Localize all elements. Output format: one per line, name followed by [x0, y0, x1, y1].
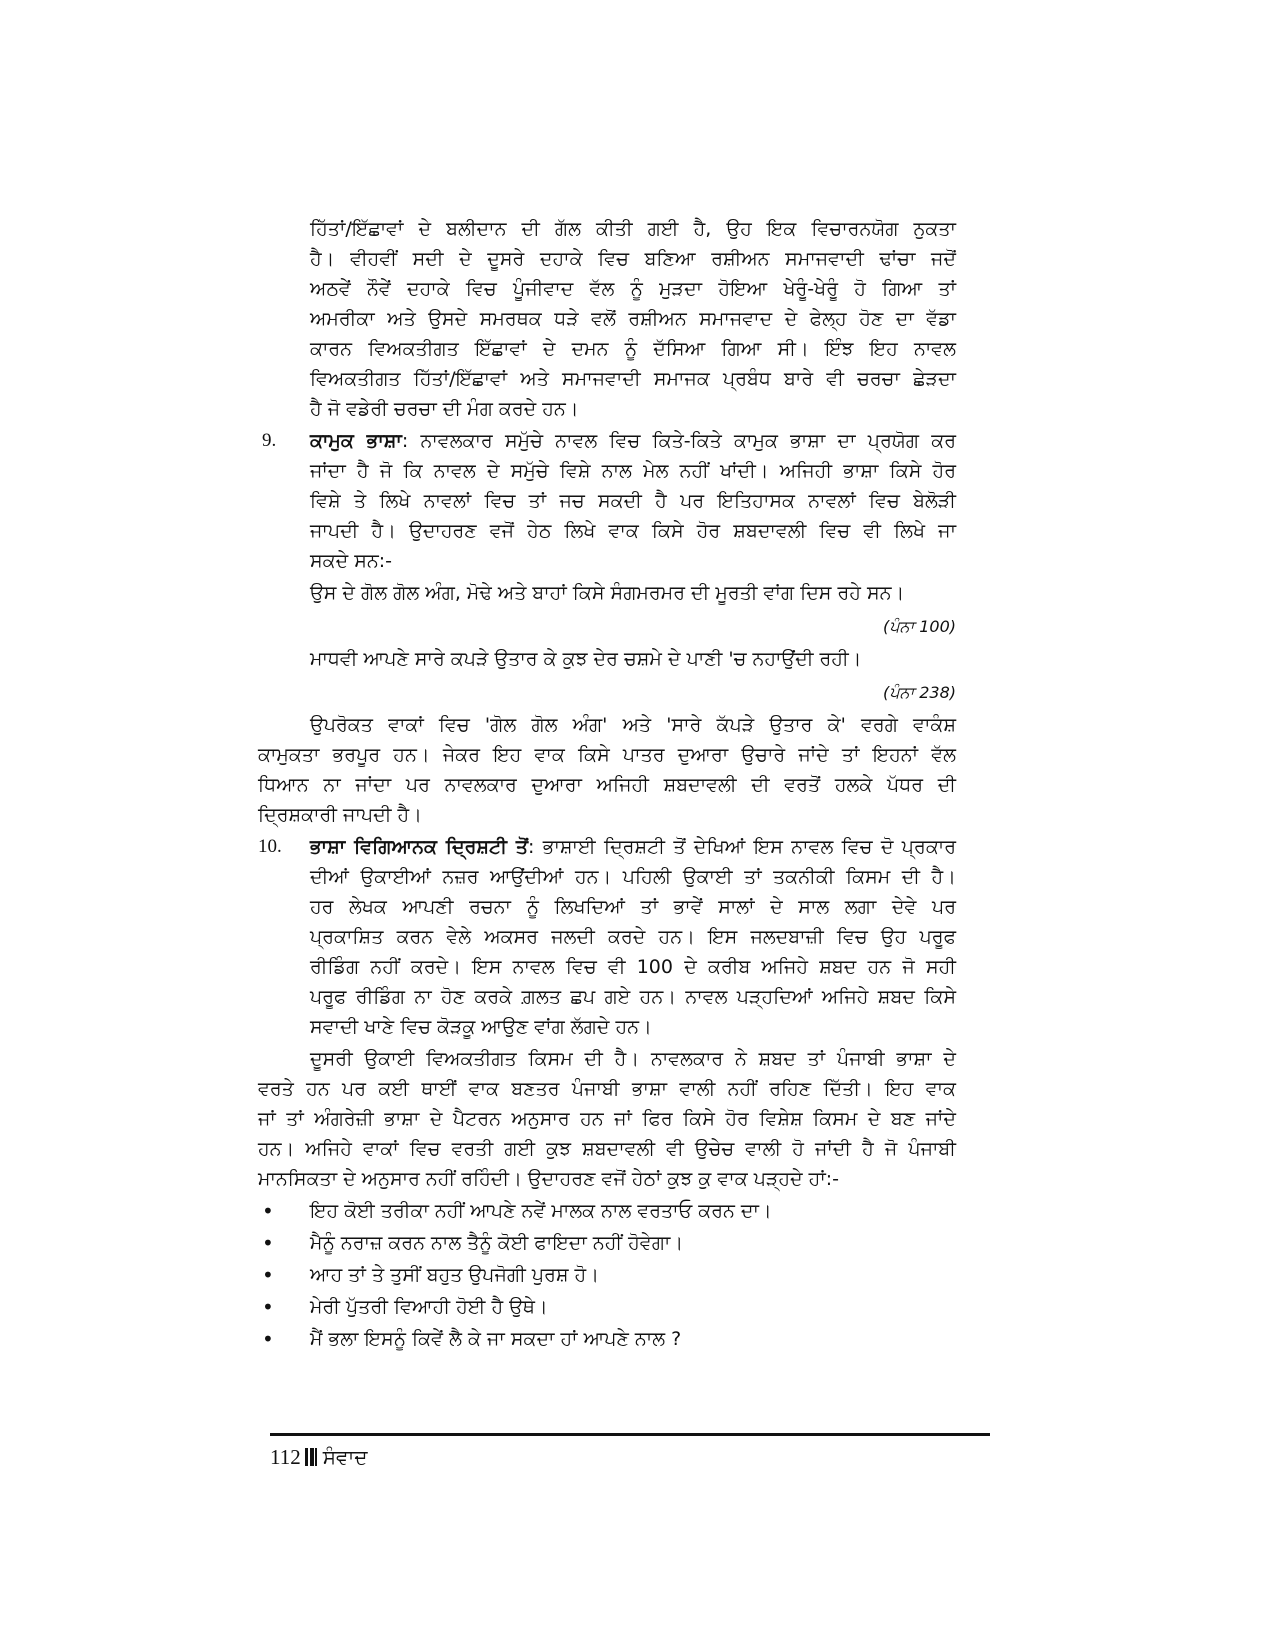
bullet-item-4: ਮੇਰੀ ਪੁੱਤਰੀ ਵਿਆਹੀ ਹੋਈ ਹੈ ਉਥੇ।	[310, 1296, 548, 1318]
footer	[270, 1442, 368, 1472]
para1-line-5: ਕਾਰਨ ਵਿਅਕਤੀਗਤ ਇੱਛਾਵਾਂ ਦੇ ਦਮਨ ਨੂੰ ਦੱਸਿਆ ਗਿਆ ਸੀ। ਇੰਝ ਇਹ ਨਾਵਲ	[310, 338, 956, 360]
item-10-line-4: ਪ੍ਰਕਾਸ਼ਿਤ ਕਰਨ ਵੇਲੇ ਅਕਸਰ ਜਲਦੀ ਕਰਦੇ ਹਨ। ਇਸ ਜਲਦਬਾਜ਼ੀ ਵਿਚ ਉਹ ਪਰੂਫ	[310, 926, 956, 948]
item-10-line-3: ਹਰ ਲੇਖਕ ਆਪਣੀ ਰਚਨਾ ਨੂੰ ਲਿਖਦਿਆਂ ਤਾਂ ਭਾਵੇਂ ਸਾਲਾਂ ਦੇ ਸਾਲ ਲਗਾ ਦੇਵੇ ਪਰ	[310, 896, 956, 918]
bullet-icon: •	[262, 1327, 274, 1351]
para1-line-6: ਵਿਅਕਤੀਗਤ ਹਿੱਤਾਂ/ਇੱਛਾਵਾਂ ਅਤੇ ਸਮਾਜਵਾਦੀ ਸਮਾਜਕ ਪ੍ਰਬੰਧ ਬਾਰੇ ਵੀ ਚਰਚਾ ਛੇੜਦਾ	[310, 368, 956, 390]
item-9-first-text: : ਨਾਵਲਕਾਰ ਸਮੁੱਚੇ ਨਾਵਲ ਵਿਚ ਕਿਤੇ-ਕਿਤੇ ਕਾਮੁਕ ਭਾਸ਼ਾ ਦਾ ਪ੍ਰਯੋਗ ਕਰ	[401, 430, 956, 452]
item-10-line-5: ਰੀਡਿੰਗ ਨਹੀਂ ਕਰਦੇ। ਇਸ ਨਾਵਲ ਵਿਚ ਵੀ 100 ਦੇ ਕਰੀਬ ਅਜਿਹੇ ਸ਼ਬਦ ਹਨ ਜੋ ਸਹੀ	[310, 956, 956, 978]
bullet-item-5: ਮੈਂ ਭਲਾ ਇਸਨੂੰ ਕਿਵੇਂ ਲੈ ਕੇ ਜਾ ਸਕਦਾ ਹਾਂ ਆਪਣੇ ਨਾਲ ?	[310, 1328, 682, 1350]
publication-title: ਸੰਵਾਦ	[322, 1445, 368, 1469]
item-10-heading: ਭਾਸ਼ਾ ਵਿਗਿਆਨਕ ਦ੍ਰਿਸ਼ਟੀ ਤੋਂ	[310, 836, 529, 858]
para3-line-3: ਜਾਂ ਤਾਂ ਅੰਗਰੇਜ਼ੀ ਭਾਸ਼ਾ ਦੇ ਪੈਟਰਨ ਅਨੁਸਾਰ ਹਨ ਜਾਂ ਫਿਰ ਕਿਸੇ ਹੋਰ ਵਿਸ਼ੇਸ਼ ਕਿਸਮ ਦੇ ਬਣ ਜਾਂਦੇ	[258, 1108, 956, 1130]
para2-line-4: ਦ੍ਰਿਸ਼ਕਾਰੀ ਜਾਪਦੀ ਹੈ।	[258, 804, 422, 826]
citation-2: (ਪੰਨਾ 238)	[882, 683, 956, 702]
quote-1: ਉਸ ਦੇ ਗੋਲ ਗੋਲ ਅੰਗ, ਮੋਢੇ ਅਤੇ ਬਾਹਾਂ ਕਿਸੇ ਸੰਗਮਰਮਰ ਦੀ ਮੂਰਤੀ ਵਾਂਗ ਦਿਸ ਰਹੇ ਸਨ।	[310, 582, 905, 604]
para3-line-2: ਵਰਤੇ ਹਨ ਪਰ ਕਈ ਥਾਈਂ ਵਾਕ ਬਣਤਰ ਪੰਜਾਬੀ ਭਾਸ਼ਾ ਵਾਲੀ ਨਹੀਂ ਰਹਿਣ ਦਿੱਤੀ। ਇਹ ਵਾਕ	[258, 1078, 956, 1100]
bullet-item-1: ਇਹ ਕੋਈ ਤਰੀਕਾ ਨਹੀਂ ਆਪਣੇ ਨਵੇਂ ਮਾਲਕ ਨਾਲ ਵਰਤਾਓ ਕਰਨ ਦਾ।	[310, 1200, 772, 1222]
item-9-number: 9.	[262, 430, 277, 451]
para2-line-2: ਕਾਮੁਕਤਾ ਭਰਪੂਰ ਹਨ। ਜੇਕਰ ਇਹ ਵਾਕ ਕਿਸੇ ਪਾਤਰ ਦੁਆਰਾ ਉਚਾਰੇ ਜਾਂਦੇ ਤਾਂ ਇਹਨਾਂ ਵੱਲ	[258, 744, 956, 766]
bullet-icon: •	[262, 1199, 274, 1223]
item-9-first-line	[310, 428, 956, 454]
bullet-item-3: ਆਹ ਤਾਂ ਤੇ ਤੁਸੀਂ ਬਹੁਤ ਉਪਜੋਗੀ ਪੁਰਸ਼ ਹੋ।	[310, 1264, 600, 1286]
item-9-line-5: ਸਕਦੇ ਸਨ:-	[310, 550, 393, 572]
bullet-item-2: ਮੈਨੂੰ ਨਰਾਜ਼ ਕਰਨ ਨਾਲ ਤੈਨੂੰ ਕੋਈ ਫਾਇਦਾ ਨਹੀਂ ਹੋਵੇਗਾ।	[310, 1232, 684, 1254]
para2-line-1: ਉਪਰੋਕਤ ਵਾਕਾਂ ਵਿਚ 'ਗੋਲ ਗੋਲ ਅੰਗ' ਅਤੇ 'ਸਾਰੇ ਕੱਪੜੇ ਉਤਾਰ ਕੇ' ਵਰਗੇ ਵਾਕੰਸ਼	[310, 714, 956, 736]
footer-rule	[270, 1433, 990, 1436]
bullet-icon: •	[262, 1263, 274, 1287]
para2-line-3: ਧਿਆਨ ਨਾ ਜਾਂਦਾ ਪਰ ਨਾਵਲਕਾਰ ਦੁਆਰਾ ਅਜਿਹੀ ਸ਼ਬਦਾਵਲੀ ਦੀ ਵਰਤੋਂ ਹਲਕੇ ਪੱਧਰ ਦੀ	[258, 774, 956, 796]
para1-line-3: ਅਠਵੇਂ ਨੌਵੇਂ ਦਹਾਕੇ ਵਿਚ ਪੂੰਜੀਵਾਦ ਵੱਲ ਨੂੰ ਮੁੜਦਾ ਹੋਇਆ ਖੇਰੂੰ-ਖੇਰੂੰ ਹੋ ਗਿਆ ਤਾਂ	[310, 278, 956, 300]
item-10-number: 10.	[258, 836, 282, 857]
para3-line-5: ਮਾਨਸਿਕਤਾ ਦੇ ਅਨੁਸਾਰ ਨਹੀਂ ਰਹਿੰਦੀ। ਉਦਾਹਰਣ ਵਜੋਂ ਹੇਠਾਂ ਕੁਝ ਕੁ ਵਾਕ ਪੜ੍ਹਦੇ ਹਾਂ:-	[258, 1168, 839, 1190]
citation-1: (ਪੰਨਾ 100)	[882, 617, 956, 636]
item-10-line-7: ਸਵਾਦੀ ਖਾਣੇ ਵਿਚ ਕੋੜਕੂ ਆਉਣ ਵਾਂਗ ਲੱਗਦੇ ਹਨ।	[310, 1016, 652, 1038]
item-9-line-3: ਵਿਸ਼ੇ ਤੇ ਲਿਖੇ ਨਾਵਲਾਂ ਵਿਚ ਤਾਂ ਜਚ ਸਕਦੀ ਹੈ ਪਰ ਇਤਿਹਾਸਕ ਨਾਵਲਾਂ ਵਿਚ ਬੇਲੋੜੀ	[310, 490, 956, 512]
para3-line-4: ਹਨ। ਅਜਿਹੇ ਵਾਕਾਂ ਵਿਚ ਵਰਤੀ ਗਈ ਕੁਝ ਸ਼ਬਦਾਵਲੀ ਵੀ ਉਚੇਚ ਵਾਲੀ ਹੋ ਜਾਂਦੀ ਹੈ ਜੋ ਪੰਜਾਬੀ	[258, 1138, 956, 1160]
item-10-first-line	[310, 834, 956, 860]
quote-2: ਮਾਧਵੀ ਆਪਣੇ ਸਾਰੇ ਕਪੜੇ ਉਤਾਰ ਕੇ ਕੁਝ ਦੇਰ ਚਸ਼ਮੇ ਦੇ ਪਾਣੀ 'ਚ ਨਹਾਉਂਦੀ ਰਹੀ।	[310, 648, 862, 670]
item-10-first-text: : ਭਾਸ਼ਾਈ ਦ੍ਰਿਸ਼ਟੀ ਤੋਂ ਦੇਖਿਆਂ ਇਸ ਨਾਵਲ ਵਿਚ ਦੋ ਪ੍ਰਕਾਰ	[528, 836, 956, 858]
item-9-line-4: ਜਾਪਦੀ ਹੈ। ਉਦਾਹਰਣ ਵਜੋਂ ਹੇਠ ਲਿਖੇ ਵਾਕ ਕਿਸੇ ਹੋਰ ਸ਼ਬਦਾਵਲੀ ਵਿਚ ਵੀ ਲਿਖੇ ਜਾ	[310, 520, 956, 542]
item-10-line-2: ਦੀਆਂ ਉਕਾਈਆਂ ਨਜ਼ਰ ਆਉਂਦੀਆਂ ਹਨ। ਪਹਿਲੀ ਉਕਾਈ ਤਾਂ ਤਕਨੀਕੀ ਕਿਸਮ ਦੀ ਹੈ।	[310, 866, 956, 888]
item-9-heading: ਕਾਮੁਕ ਭਾਸ਼ਾ	[310, 430, 402, 452]
bullet-icon: •	[262, 1231, 274, 1255]
para1-line-7: ਹੈ ਜੋ ਵਡੇਰੀ ਚਰਚਾ ਦੀ ਮੰਗ ਕਰਦੇ ਹਨ।	[310, 398, 579, 420]
item-10-line-6: ਪਰੂਫ ਰੀਡਿੰਗ ਨਾ ਹੋਣ ਕਰਕੇ ਗ਼ਲਤ ਛਪ ਗਏ ਹਨ। ਨਾਵਲ ਪੜ੍ਹਦਿਆਂ ਅਜਿਹੇ ਸ਼ਬਦ ਕਿਸੇ	[310, 986, 956, 1008]
bullet-icon: •	[262, 1295, 274, 1319]
para1-line-2: ਹੈ। ਵੀਹਵੀਂ ਸਦੀ ਦੇ ਦੂਸਰੇ ਦਹਾਕੇ ਵਿਚ ਬਣਿਆ ਰਸ਼ੀਅਨ ਸਮਾਜਵਾਦੀ ਢਾਂਚਾ ਜਦੋਂ	[310, 248, 956, 270]
para1-line-1: ਹਿੱਤਾਂ/ਇੱਛਾਵਾਂ ਦੇ ਬਲੀਦਾਨ ਦੀ ਗੱਲ ਕੀਤੀ ਗਈ ਹੈ, ਉਹ ਇਕ ਵਿਚਾਰਨਯੋਗ ਨੁਕਤਾ	[310, 218, 956, 240]
page-number: 112	[270, 1445, 301, 1469]
para1-line-4: ਅਮਰੀਕਾ ਅਤੇ ਉਸਦੇ ਸਮਰਥਕ ਧੜੇ ਵਲੋਂ ਰਸ਼ੀਅਨ ਸਮਾਜਵਾਦ ਦੇ ਫੇਲ੍ਹ ਹੋਣ ਦਾ ਵੱਡਾ	[310, 308, 956, 330]
item-9-line-2: ਜਾਂਦਾ ਹੈ ਜੋ ਕਿ ਨਾਵਲ ਦੇ ਸਮੁੱਚੇ ਵਿਸ਼ੇ ਨਾਲ ਮੇਲ ਨਹੀਂ ਖਾਂਦੀ। ਅਜਿਹੀ ਭਾਸ਼ਾ ਕਿਸੇ ਹੋਰ	[310, 460, 956, 482]
bars-ornament-icon	[305, 1448, 317, 1466]
para3-line-1: ਦੂਸਰੀ ਉਕਾਈ ਵਿਅਕਤੀਗਤ ਕਿਸਮ ਦੀ ਹੈ। ਨਾਵਲਕਾਰ ਨੇ ਸ਼ਬਦ ਤਾਂ ਪੰਜਾਬੀ ਭਾਸ਼ਾ ਦੇ	[310, 1048, 956, 1070]
